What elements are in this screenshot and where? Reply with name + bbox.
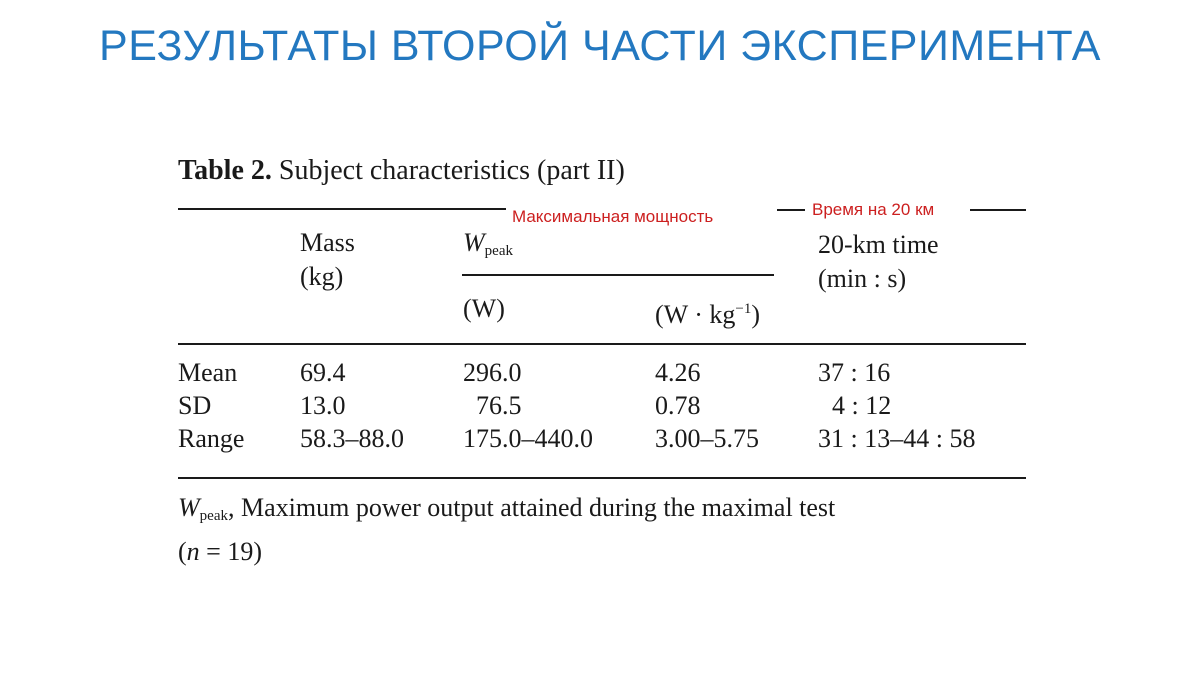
footnote-text: , Maximum power output attained during the maximal test [228,493,836,522]
table-caption [178,155,625,187]
header-mass-line1: Mass [300,228,355,257]
table-caption-label: Table 2. [178,155,272,186]
cell-range-mass: 58.3–88.0 [300,424,404,453]
footnote-line1 [178,490,1048,534]
row-label-range: Range [178,424,245,453]
header-time-line2: (min : s) [818,264,907,293]
annotation-max-power: Максимальная мощность [512,207,714,226]
wkg-unit-main: (W · kg [655,300,736,329]
table-footnote [178,490,1048,570]
header-mass [300,226,355,294]
header-wpeak [463,226,513,268]
footnote-symbol: W [178,493,200,522]
row-label-mean: Mean [178,358,238,387]
cell-range-time: 31 : 13–44 : 58 [818,424,976,453]
header-mass-line2: (kg) [300,262,344,291]
cell-range-w: 175.0–440.0 [463,424,593,453]
cell-mean-time: 37 : 16 [818,358,891,387]
header-time [818,228,939,296]
wpeak-subscript: peak [484,243,513,259]
wkg-unit-close: ) [751,300,761,329]
table-caption-text: Subject characteristics (part II) [278,155,625,186]
table-bottom-rule [178,477,1026,479]
row-label-sd: SD [178,391,212,420]
cell-sd-w: 76.5 [476,391,522,420]
cell-range-wkg: 3.00–5.75 [655,424,759,453]
header-time-line1: 20-km time [818,230,939,259]
footnote-line2 [178,534,1048,570]
top-rule-left [178,208,506,210]
footnote-n-rest: = 19) [199,537,262,566]
footnote-n-var: n [186,537,200,566]
header-wkg-unit [655,292,760,332]
cell-mean-w: 296.0 [463,358,522,387]
wpeak-underline [462,274,774,276]
cell-sd-mass: 13.0 [300,391,346,420]
top-rule-right [970,209,1026,211]
header-bottom-rule [178,343,1026,345]
cell-sd-time: 4 : 12 [832,391,892,420]
wpeak-symbol: W [463,228,485,257]
footnote-subscript: peak [199,508,228,524]
footnote-n-open: ( [178,537,187,566]
annotation-20km-time: Время на 20 км [812,200,935,219]
top-rule-mid [777,209,805,211]
cell-sd-wkg: 0.78 [655,391,701,420]
wkg-unit-sup: −1 [735,301,752,317]
cell-mean-wkg: 4.26 [655,358,701,387]
cell-mean-mass: 69.4 [300,358,346,387]
header-w-unit: (W) [463,294,505,323]
slide-title: РЕЗУЛЬТАТЫ ВТОРОЙ ЧАСТИ ЭКСПЕРИМЕНТА [99,22,1101,70]
